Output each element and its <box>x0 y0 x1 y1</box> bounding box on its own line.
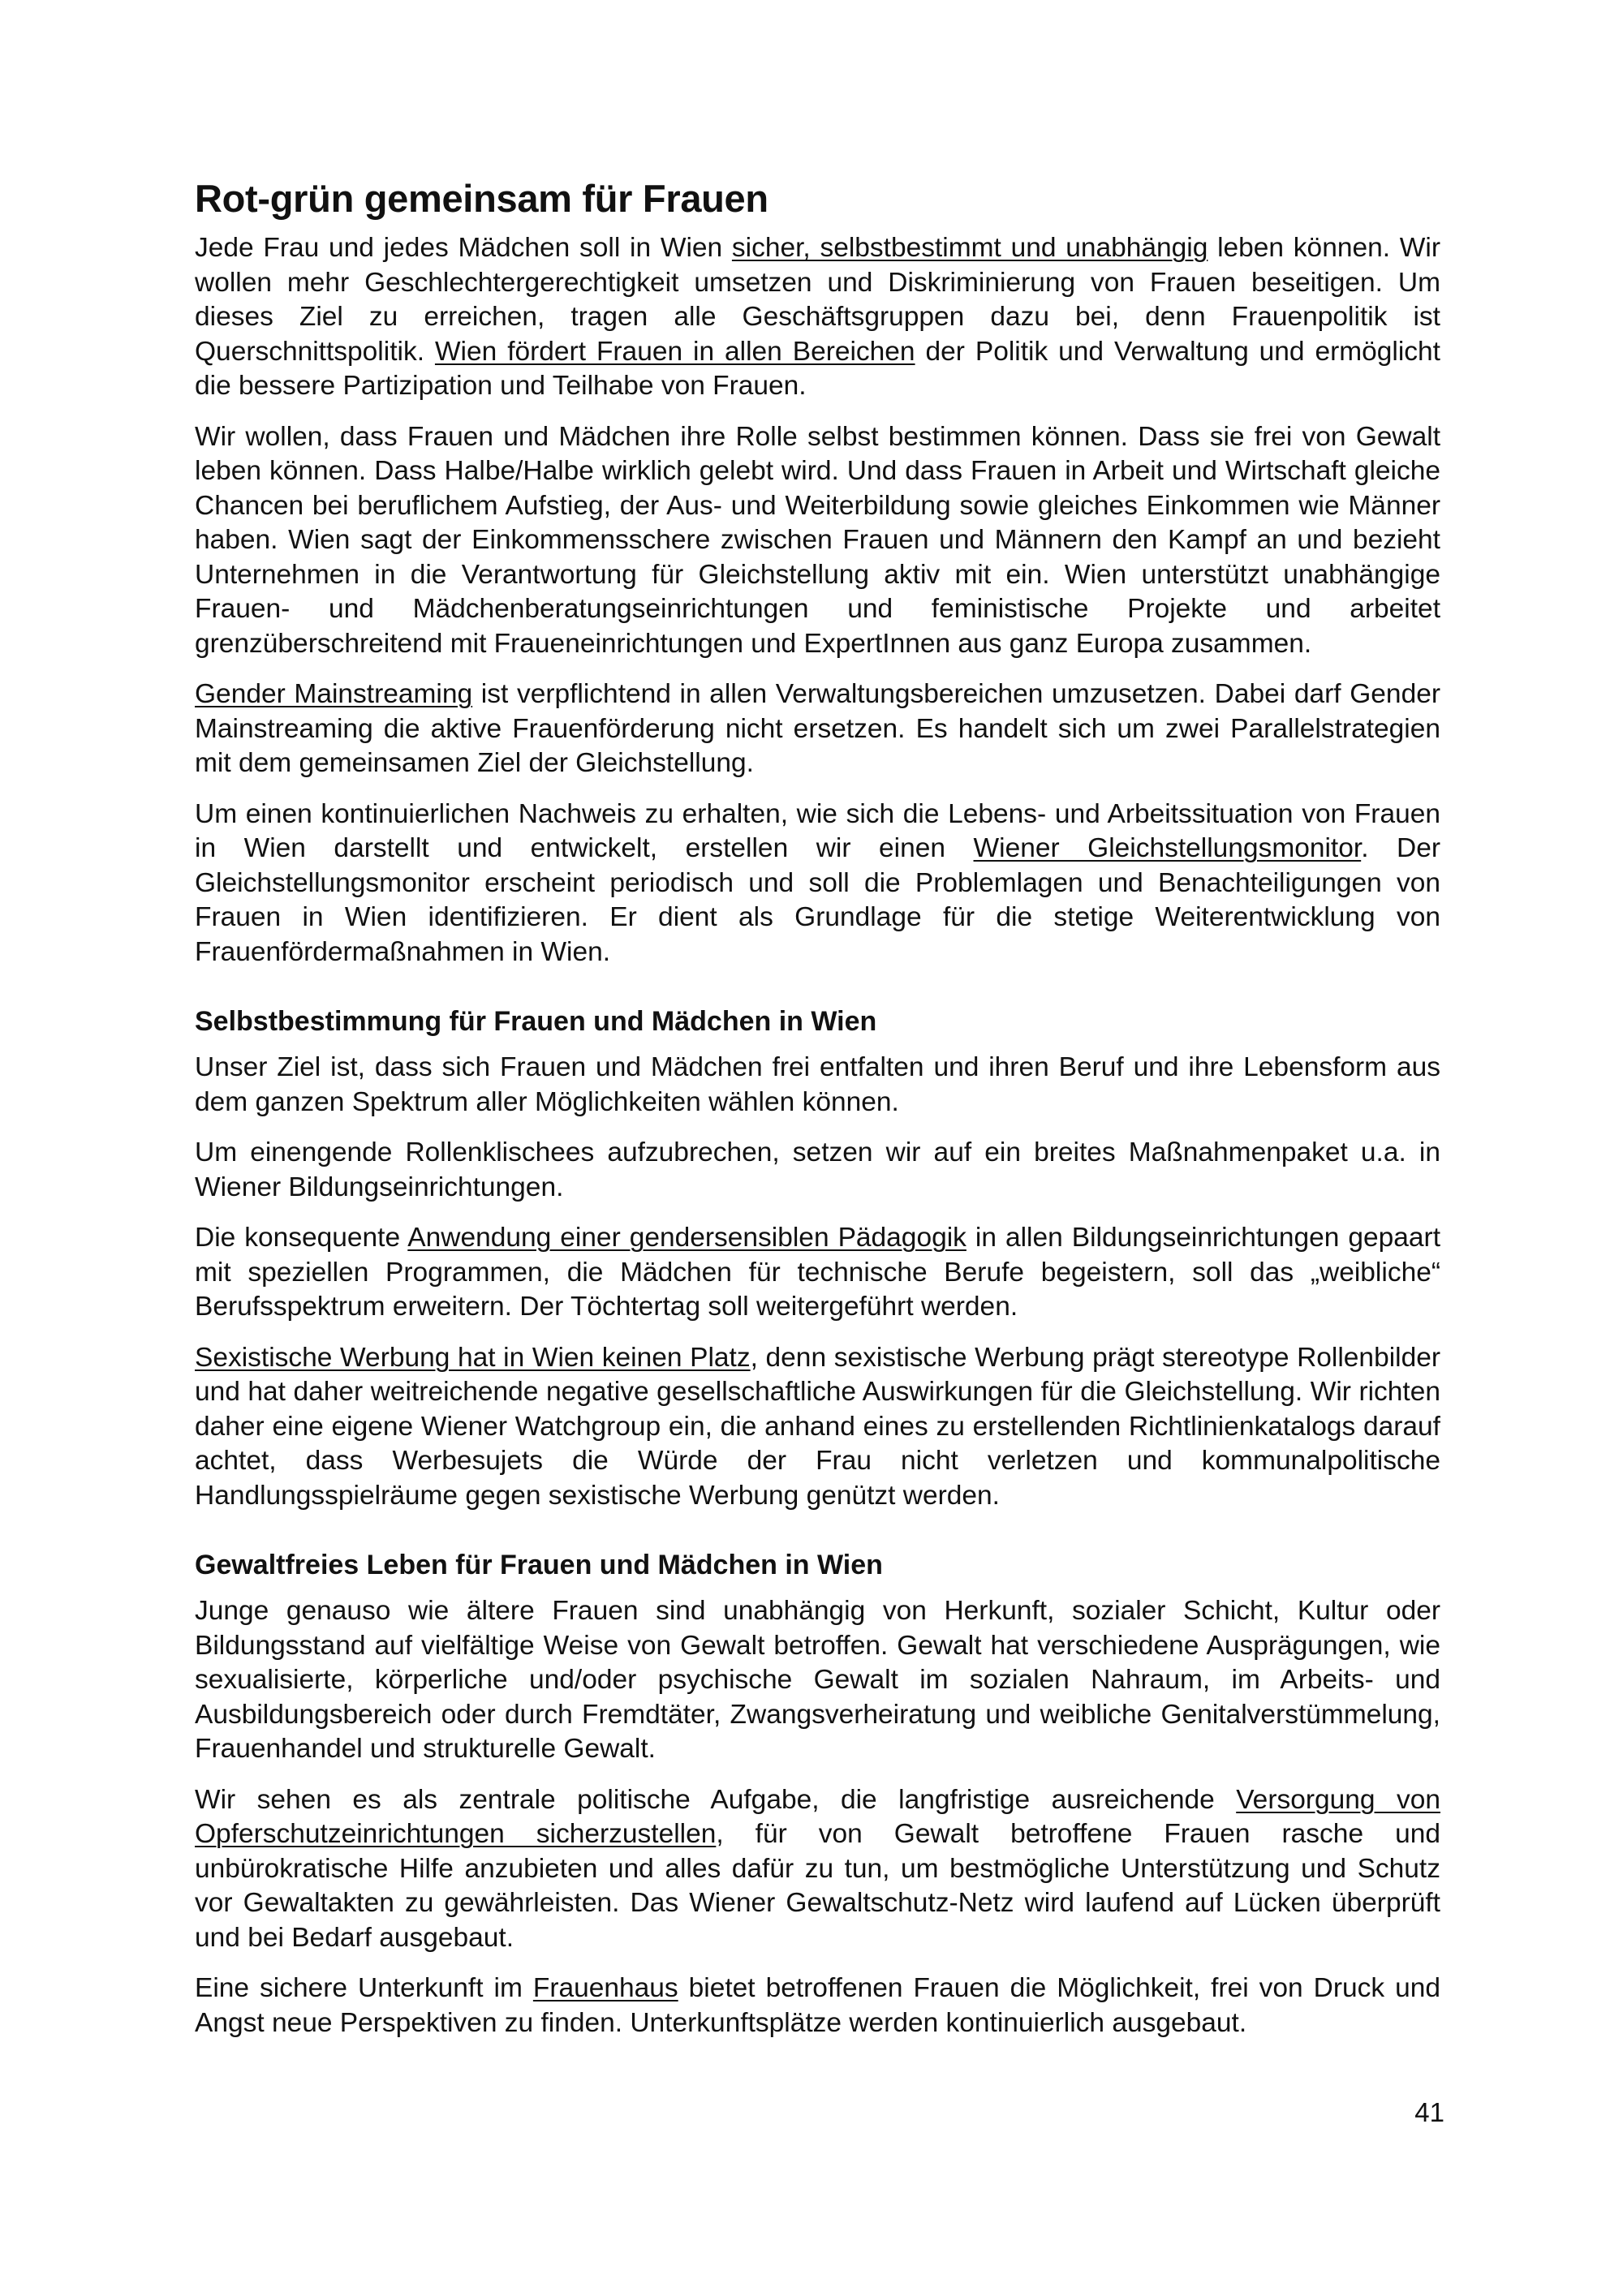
text-span: , denn sexistische Werbung prägt stereotype Rollenbilder und hat daher weitreichende negative gesellschaftliche Auswirkungen für die Gleichstellung. Wir richten daher eine eigene Wiener Watchgroup ein, die anhand eines zu erstellenden Richtlinienkatalogs darauf achtet, dass Werbesujets die Würde der Frau nicht verletzen und kommunalpolitische Handlungsspielräume gegen sexistische Werbung genützt werden. <box>195 1342 1441 1511</box>
text-span: der Politik und Verwaltung und ermöglicht die bessere Partizipation und Teilhabe von Frauen. <box>195 336 1440 401</box>
underlined-phrase: Wien fördert Frauen in allen Bereichen <box>434 336 915 367</box>
section-heading-gewaltfreies-leben: Gewaltfreies Leben für Frauen und Mädchen in Wien <box>195 1550 883 1580</box>
text-span: leben können. Wir wollen mehr Geschlechtergerechtigkeit umsetzen und Diskriminierung von Frauen beseitigen. Um dieses Ziel zu erreichen, tragen alle Geschäftsgruppen dazu bei, denn Frauenpolitik ist Querschnittspolitik. <box>195 233 1440 367</box>
text-span: Eine sichere Unterkunft im <box>195 1973 533 2003</box>
section2-paragraph-1: Junge genauso wie ältere Frauen sind unabhängig von Herkunft, sozialer Schicht, Kultur oder Bildungsstand auf vielfältige Weise von Gewalt betroffen. Gewalt hat verschiedene Ausprägungen, wie sexualisierte, körperliche und/oder psychische Gewalt im sozialen Nahraum, im Arbeits- und Ausbildungsbereich oder durch Fremdtäter, Zwangsverheiratung und weibliche Genitalverstümmelung, Frauenhandel und strukturelle Gewalt. <box>195 1596 1440 1764</box>
page-number: 41 <box>1414 2097 1444 2127</box>
page-content <box>195 174 1440 2057</box>
section1-paragraph-1: Unser Ziel ist, dass sich Frauen und Mädchen frei entfalten und ihren Beruf und ihre Lebensform aus dem ganzen Spektrum aller Möglichkeiten wählen können. <box>195 1052 1440 1117</box>
underlined-phrase: Anwendung einer gendersensiblen Pädagogik <box>407 1223 966 1253</box>
text-span: ist verpflichtend in allen Verwaltungsbereichen umzusetzen. Dabei darf Gender Mainstreaming die aktive Frauenförderung nicht ersetzen. Es handelt sich um zwei Parallelstrategien mit dem gemeinsamen Ziel der Gleichstellung. <box>195 679 1440 778</box>
text-span: Jede Frau und jedes Mädchen soll in Wien <box>195 233 732 263</box>
intro-paragraph-1 <box>195 231 1440 404</box>
underlined-phrase: Versorgung von Opferschutzeinrichtungen sicherzustellen <box>195 1784 1440 1849</box>
intro-paragraph-2: Wir wollen, dass Frauen und Mädchen ihre Rolle selbst bestimmen können. Dass sie frei von Gewalt leben können. Dass Halbe/Halbe wirklich gelebt wird. Und dass Frauen in Arbeit und Wirtschaft gleiche Chancen bei beruflichem Aufstieg, der Aus- und Weiterbildung sowie gleiches Einkommen wie Männer haben. Wien sagt der Einkommensschere zwischen Frauen und Männern den Kampf an und bezieht Unternehmen in die Verantwortung für Gleichstellung aktiv mit ein. Wien unterstützt unabhängige Frauen- und Mädchenberatungseinrichtungen und feministische Projekte und arbeitet grenzüberschreitend mit Fraueneinrichtungen und ExpertInnen aus ganz Europa zusammen. <box>195 421 1440 659</box>
text-span: in allen Bildungseinrichtungen gepaart mit speziellen Programmen, die Mädchen für technische Berufe begeistern, soll das „weibliche“ Berufsspektrum erweitern. Der Töchtertag soll weitergeführt werden. <box>195 1223 1441 1322</box>
underlined-phrase: Sexistische Werbung hat in Wien keinen Platz <box>195 1342 751 1373</box>
section2-paragraph-2 <box>195 1783 1440 1956</box>
section-heading-selbstbestimmung: Selbstbestimmung für Frauen und Mädchen in Wien <box>195 1006 877 1037</box>
text-span: bietet betroffenen Frauen die Möglichkeit, frei von Druck und Angst neue Perspektiven zu finden. Unterkunftsplätze werden kontinuierlich ausgebaut. <box>195 1973 1440 2038</box>
text-span: Um einen kontinuierlichen Nachweis zu erhalten, wie sich die Lebens- und Arbeitssituation von Frauen in Wien darstellt und entwickelt, erstellen wir einen <box>195 798 1440 863</box>
intro-paragraph-3 <box>195 677 1440 781</box>
underlined-phrase: Frauenhaus <box>532 1973 678 2003</box>
text-span: Wir sehen es als zentrale politische Aufgabe, die langfristige ausreichende <box>195 1784 1237 1815</box>
underlined-phrase: Wiener Gleichstellungsmonitor <box>973 833 1362 863</box>
section1-paragraph-3 <box>195 1221 1440 1325</box>
text-span: Die konsequente <box>195 1223 408 1253</box>
underlined-phrase: sicher, selbstbestimmt und unabhängig <box>731 233 1208 263</box>
underlined-phrase: Gender Mainstreaming <box>195 679 473 709</box>
section1-paragraph-4 <box>195 1341 1440 1514</box>
text-span: . Der Gleichstellungsmonitor erscheint periodisch und soll die Problemlagen und Benachteiligungen von Frauen in Wien identifizieren. Er dient als Grundlage für die stetige Weiterentwicklung von Frauenfördermaßnahmen in Wien. <box>195 833 1440 967</box>
section1-paragraph-2: Um einengende Rollenklischees aufzubrechen, setzen wir auf ein breites Maßnahmenpaket u.a. in Wiener Bildungseinrichtungen. <box>195 1137 1440 1202</box>
intro-paragraph-4 <box>195 798 1440 970</box>
section2-paragraph-3 <box>195 1971 1440 2040</box>
page-title: Rot-grün gemeinsam für Frauen <box>195 177 768 220</box>
text-span: , für von Gewalt betroffene Frauen rasche und unbürokratische Hilfe anzubieten und alles dafür zu tun, um bestmögliche Unterstützung und Schutz vor Gewaltakten zu gewährleisten. Das Wiener Gewaltschutz-Netz wird laufend auf Lücken überprüft und bei Bedarf ausgebaut. <box>195 1819 1440 1953</box>
